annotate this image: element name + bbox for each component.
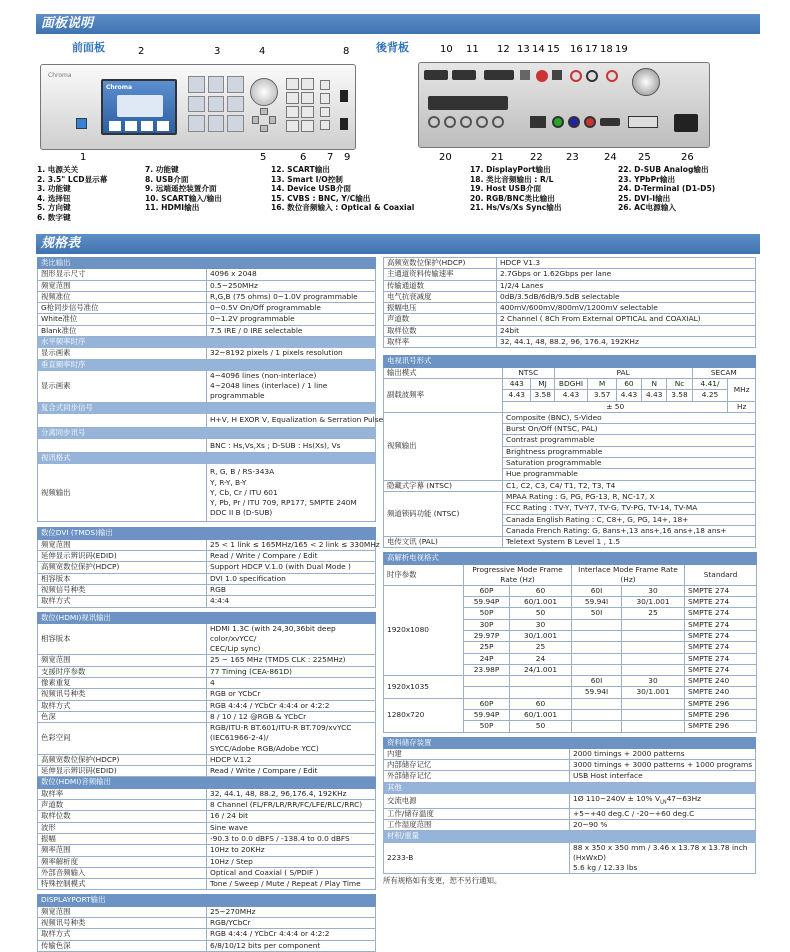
callout-12: 12 (497, 44, 510, 55)
spec-section-title: 规格表 (36, 234, 760, 254)
remote-port (340, 118, 348, 130)
callout-11: 11 (466, 44, 479, 55)
spec-left-column (37, 257, 384, 952)
panel-section-title: 面板说明 (36, 14, 760, 34)
callout-22: 22 (530, 152, 543, 163)
callout-18: 18 (600, 44, 613, 55)
legend-col-2: 7. 功能键 8. USB介面 9. 远端遥控装置介面 10. SCART输入/输出 11. HDMI输出 (145, 165, 222, 213)
callout-20: 20 (439, 152, 452, 163)
spec-right-column (383, 257, 756, 887)
callout-7: 7 (327, 152, 334, 163)
function-keys-2[interactable] (320, 80, 330, 130)
callout-14: 14 (532, 44, 545, 55)
callout-6: 6 (300, 152, 307, 163)
legend-col-1: 1. 电源关关 2. 3.5" LCD显示幕 3. 功能键 4. 选择钮 5. 方向键 6. 数字键 (37, 165, 108, 222)
dvi-table: 数位DVI (TMDS)输出 频宽范围 25 < 1 link ≤ 165MHz/165 < 2 link ≤ 330MHz 延伸显示辨识码(EDID) Read / Write / Compare / Edit 高频宽数位保护(HDCP) Support HDCP V.1.0 (with Dual Mode ) 相容版本 DVI 1.0 specification 视频信号种类 RGB 取样方式 4:4:4 (37, 527, 376, 607)
callout-9: 9 (344, 152, 351, 163)
usb-port (340, 90, 348, 102)
dp-extra-table: 高频宽数位保护(HDCP) HDCP V1.3 主通道资料传输速率 2.7Gbps or 1.62Gbps per lane 传输通道数 1/2/4 Lanes 电气抗衰减度 0dB/3.5dB/6dB/9.5dB selectable 振幅电压 400mV/600mV/800mV/1200mV selectable 声道数 2 Channel ( 8Ch From External OPTICAL and COAXIAL) 取样位数 24bit 取样率 32, 44.1, 48, 88.2, 96, 176.4, 192KHz (383, 257, 756, 348)
callout-19: 19 (615, 44, 628, 55)
rear-panel-label: 後背板 (376, 41, 409, 54)
function-keys (188, 76, 244, 132)
select-knob[interactable] (250, 78, 278, 106)
callout-26: 26 (681, 152, 694, 163)
callout-25: 25 (638, 152, 651, 163)
callout-3: 3 (214, 46, 221, 57)
analog-table: 类比输出 图形显示尺寸 4096 x 2048 频宽范围 0.5~250MHz 视频准位 R,G,B (75 ohms) 0~1.0V programmable G枪同步信号准位 0~0.5V On/Off programmable White准位 0~1.2V programmable Blank准位 7.5 IRE / 0 IRE selectable 水平频率时序 显示画素 32~8192 pixels / 1 pixels resolution 垂直频率时序 显示画素 4~4096 lines (non-interlace) 4~2048 lines (interlace) / 1 line programmable 复合式同步信号 H+V, H EXOR V, Equalization & Serration Pulse 分离同步讯号 BNC : Hs,Vs,Xs ; D-SUB : Hs(Xs), Vs 视讯格式 视频输出 R, G, B / RS-343A Y, R-Y, B-Y Y, Cb, Cr / ITU 601 Y, Pb, Pr / ITU 709, RP177, SMPTE 240M DDC II B (D-SUB) (37, 257, 376, 522)
callout-21: 21 (491, 152, 504, 163)
callout-13: 13 (517, 44, 530, 55)
storage-table: 资料储存装置 内建 2000 timings + 2000 patterns 内部储存记忆 3000 timings + 3000 patterns + 1000 programs 外部储存记忆 USB Host interface 其他 交流电源 1Ø 110~240V ± 10% $V_{LN}47\sim 63Hz$ 工作/储存温度 +5~+40 deg.C / -20~+60 deg.C 工作湿度范围 20~90 % 材积/重量 2233-B 88 x 350 x 350 mm / 3.46 x 13.78 x 13.78 inch (HxWxD) 5.6 kg / 12.33 lbs (383, 737, 756, 875)
fan-icon (632, 68, 660, 96)
callout-10: 10 (440, 44, 453, 55)
power-switch[interactable] (76, 118, 87, 129)
ac-inlet-icon (674, 114, 698, 132)
callout-24: 24 (604, 152, 617, 163)
callout-1: 1 (80, 152, 87, 163)
callout-2: 2 (138, 46, 145, 57)
legend-col-3: 12. SCART输出 13. Smart I/O控制 14. Device USB介面 15. CVBS : BNC, Y/C输出 16. 数位音频输入 : Optical & Coaxial (271, 165, 415, 213)
callout-5: 5 (260, 152, 267, 163)
hdtv-table: 高解析电视格式 时序参数 Progressive Mode Frame Rate (Hz) Interlace Mode Frame Rate (Hz) Standard 1920x1080 60P 60 60I 30 SMPTE 274 59.94P 60/1.001 59.94I 30/1.001 SMPTE 274 50P 50 50I 25 SMPTE 274 30P 30 SMPTE 274 29.97P 30/1.001 SMPTE 274 25P 25 SMPTE 274 24P 24 SMPTE 274 23.98P 24/1.001 SMPTE 274 1920x1035 60I 30 SMPTE 240 59.94I 30/1.001 SMPTE 240 1280x720 60P 60 SMPTE 296 59.94P 60/1.001 SMPTE 296 50P 50 SMPTE 296 (383, 552, 757, 732)
callout-23: 23 (566, 152, 579, 163)
device-brand: Chroma (48, 72, 72, 79)
numeric-keys[interactable] (286, 78, 314, 132)
callout-15: 15 (547, 44, 560, 55)
arrow-keys[interactable] (252, 108, 276, 132)
lcd-display: Chroma (101, 79, 177, 135)
tv-table: 电视讯号形式 输出模式 NTSC PAL SECAM 副载波频率 443 MJ BDGHI M 60 N Nc 4.41/ MHz 4.43 3.58 4.43 3.57 4.43 4.43 3.58 4.25 ± 50 Hz 视频输出 Composite (BNC), S-Video Burst On/Off (NTSC, PAL) Contrast programmable Brightness programmable Saturation programmable Hue programmable 隐藏式字幕 (NTSC) C1, C2, C3, C4/ T1, T2, T3, T4 频道锁码功能 (NTSC) MPAA Rating : G, PG, PG-13, R, NC-17, X FCC Rating : TV-Y, TV-Y7, TV-G, TV-PG, TV-14, TV-MA Canada English Rating : C, C8+, G, PG, 14+, 18+ Canada French Rating: G, 8ans+,13 ans+,16 ans+,18 ans+ 电传文讯 (PAL) Teletext System B Level 1 , 1.5 (383, 355, 756, 548)
callout-8: 8 (343, 46, 350, 57)
callout-16: 16 (570, 44, 583, 55)
footnote: 所有规格如有变更，恕不另行通知。 (383, 876, 502, 886)
legend-col-4: 17. DisplayPort输出 18. 类比音频输出 : R/L 19. Host USB介面 20. RGB/BNC类比输出 21. Hs/Vs/Xs Sync输出 (470, 165, 562, 213)
front-panel-label: 前面板 (72, 41, 105, 54)
hdmi-table: 数位(HDMI)视讯输出 相容版本 HDMI 1.3C (with 24,30,36bit deep color/xvYCC/ CEC/Lip sync) 频宽范围 25 ~ 165 MHz (TMDS CLK : 225MHz) 支援时序参数 77 Timing (CEA-861D) 像素重复 4 视频讯号种类 RGB or YCbCr 取样方式 RGB 4:4:4 / YCbCr 4:4:4 or 4:2:2 色深 8 / 10 / 12 @RGB & YCbCr 色彩空间 RGB/ITU-R BT.601/ITU-R BT.709/xvYCC (IEC61966-2-4)/ SYCC/Adobe RGB/Adobe YCC) 高频宽数位保护(HDCP) HDCP V.1.2 延伸显示辨识码(EDID) Read / Write / Compare / Edit 数位(HDMI)音频输出 取样率 32, 44.1, 48, 88.2, 96,176.4, 192KHz 声道数 8 Channel (FL/FR/LR/RR/FC/LFE/RLC/RRC) 取样位数 16 / 24 bit 波形 Sine wave 振幅 -90.3 to 0.0 dBFS / -138.4 to 0.0 dBFS 频率范围 10Hz to 20KHz 频率解析度 10Hz / Step 外部音频输入 Optical and Coaxial ( S/PDIF ) 特殊控制模式 Tone / Sweep / Mute / Repeat / Play Time (37, 612, 376, 891)
legend-col-5: 22. D-SUB Analog输出 23. YPbPr输出 24. D-Terminal (D1-D5) 25. DVI-I输出 26. AC电源输入 (618, 165, 716, 213)
displayport-table: DISPLAYPORT输出 频宽范围 25~270MHz 视频讯号种类 RGB/YCbCr 取样方式 RGB 4:4:4 / YCbCr 4:4:4 or 4:2:2 传输色深 6/8/10/12 bits per component (37, 894, 376, 951)
callout-17: 17 (585, 44, 598, 55)
callout-4: 4 (259, 46, 266, 57)
